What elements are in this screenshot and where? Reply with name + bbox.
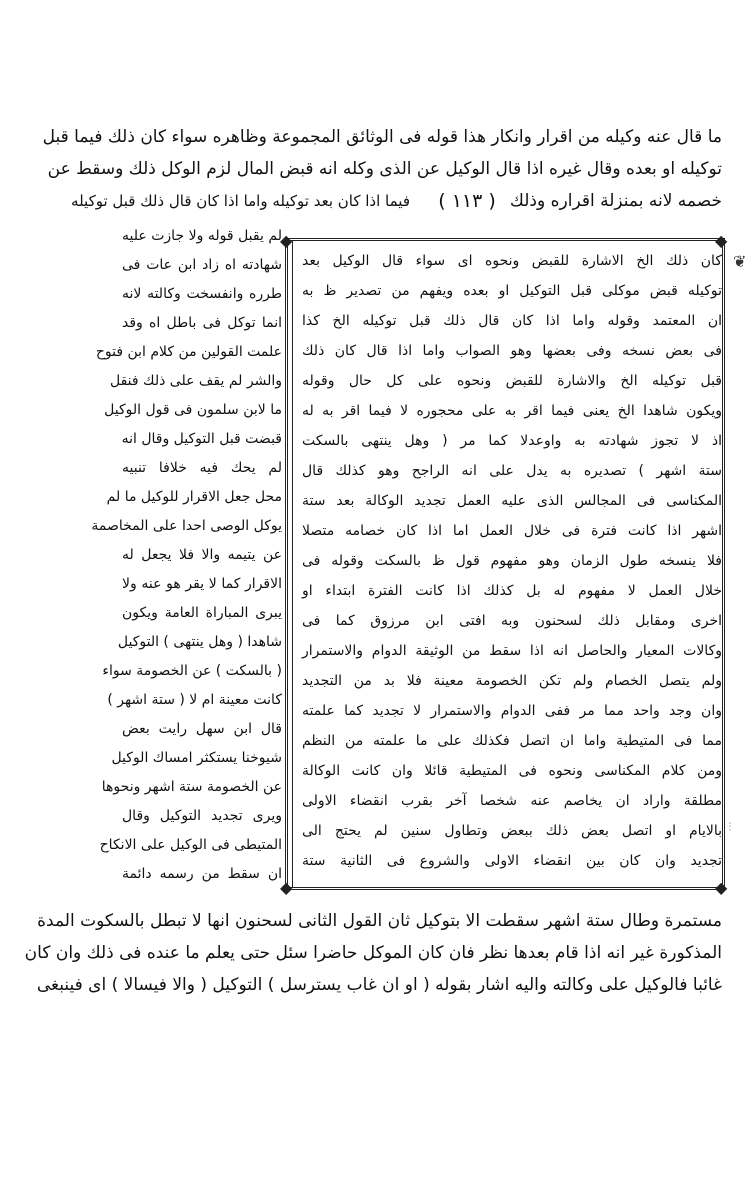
side-text-line: محل جعل الاقرار للوكيل ما لم (106, 489, 282, 505)
frame-corner-ornament: ◆ (280, 231, 293, 250)
commentary-line: كان ذلك الخ الاشارة للقبض ونحوه اى سواء قال الوكيل بعد (302, 253, 722, 269)
top-text-line: ما قال عنه وكيله من اقرار وانكار هذا قوله فى الوثائق المجموعة وظاهره سواء كان ذلك فيما قبل (42, 127, 722, 147)
side-text-line: ما لابن سلمون فى قول الوكيل (104, 402, 282, 418)
commentary-line: قبل توكيله الخ والاشارة للقبض ونحوه على كل حال وقوله (302, 373, 722, 389)
commentary-line: ومن كلام المكناسى ونحوه فى المتيطية قائلا وان كانت الوكالة (302, 763, 722, 779)
side-text-line: كانت معينة ام لا ( ستة اشهر ) (107, 692, 282, 708)
commentary-line: ويكون شاهدا الخ يعنى فيما اقر به على محجوره لا فيما اقر به له (302, 403, 722, 419)
side-text-line: والشر لم يقف على ذلك فنقل (110, 373, 282, 389)
side-text-line: شيوخنا يستكثر امساك الوكيل (111, 750, 282, 766)
side-text-line: علمت القولين من كلام ابن فتوح (95, 344, 282, 360)
frame-corner-ornament: ◆ (715, 231, 728, 250)
commentary-line: اخرى ومقابل ذلك لسحنون وبه افتى ابن مرزوق كما فى (302, 613, 722, 629)
side-text-line: قبضت قبل التوكيل وقال انه (121, 431, 282, 447)
margin-mark: ⁝ (728, 820, 733, 835)
side-text-line: لم يحك فيه خلافا تنبيه (122, 460, 282, 476)
side-text-line: عن يتيمه والا فلا يجعل له (122, 547, 282, 563)
top-text-line: توكيله او بعده وقال غيره اذا قال الوكيل عن الذى وكله انه قبض المال لزم الوكل ذلك وسقط عن (47, 159, 722, 179)
commentary-line: اشهر اذا كانت فترة فى خلال العمل اما اذا كان خصامه متصلا (302, 523, 722, 539)
commentary-line: ولم يتصل الخصام ولم تكن الخصومة معينة فلا بد من التجديد (302, 673, 722, 689)
side-text-line: شهادته اه زاد ابن عات فى (122, 257, 282, 273)
commentary-line: توكيله قبض موكلى قبل التوكيل او بعده ويفهم من تصدير ظ به (302, 283, 722, 299)
frame-corner-ornament: ◆ (280, 878, 293, 897)
commentary-line: وان وجد واحد مما مر ففى الدوام والاستمرار لا تجديد كما علمته (302, 703, 722, 719)
side-text-line: انما توكل فى باطل اه وقد (122, 315, 282, 331)
side-text-line: ( بالسكت ) عن الخصومة سواء (102, 663, 282, 679)
commentary-line: مما فى المتيطية واما ان اتصل فكذلك على ما علمته من النظم (302, 733, 722, 749)
commentary-line: فى بعض نسخه وفى بعضها وهو الصواب واما اذا قال كان ذلك (302, 343, 722, 359)
bottom-text-line: غائبا فالوكيل على وكالته واليه اشار بقوله ( او ان غاب يسترسل ) التوكيل ( والا فيسالا ) اى فينبغى (36, 975, 722, 995)
margin-mark: ❦ (733, 252, 747, 271)
bottom-text-line: المذكورة غير انه اذا قام بعدها نظر فان كان الموكل حاضرا سئل حتى يعلم ما عنده فى ذلك وان كان (24, 943, 722, 963)
frame-corner-ornament: ◆ (715, 878, 728, 897)
commentary-line: اذ لا تجوز شهادته به واوعدلا كما مر ( وهل ينتهى بالسكت (302, 433, 722, 449)
side-text-line: ويرى تجديد التوكيل وقال (122, 808, 282, 824)
side-text-line: شاهدا ( وهل ينتهى ) التوكيل (117, 634, 282, 650)
side-text-line: قال ابن سهل رايت بعض (122, 721, 282, 737)
commentary-line: بالايام او اتصل بعض ذلك ببعض وتطاول سنين لم يحتج الى (302, 823, 722, 839)
top-text-line: خصمه لانه بمنزلة اقراره وذلك (509, 191, 722, 211)
commentary-line: وكالات المعيار والحاصل انه اذا سقط من الوثيقة الدوام والاستمرار (302, 643, 722, 659)
side-text-line: يبرى المباراة العامة ويكون (122, 605, 282, 621)
bottom-text-line: مستمرة وطال ستة اشهر سقطت الا بتوكيل ثان القول الثانى لسحنون انها لا تبطل بالسكوت المدة (37, 911, 722, 931)
top-text-line: فيما اذا كان بعد توكيله واما اذا كان قال ذلك قبل توكيله (71, 192, 410, 210)
commentary-line: تجديد وان كان بين انقضاء الاولى والشروع فى الثانية ستة (302, 853, 722, 869)
commentary-line: خلال العمل لا مفهوم له بل كذلك اذا كانت الفترة ابتداء او (302, 583, 722, 599)
page-number: ( ١١٣ ) (438, 190, 496, 212)
commentary-line: ستة اشهر ) تصديره به يدل على انه الراجح وهو كذلك قال (302, 463, 722, 479)
side-text-line: المتيطى فى الوكيل على الانكاح (99, 837, 282, 853)
side-text-line: طرره وانفسخت وكالته لانه (122, 286, 282, 302)
commentary-line: ان المعتمد وقوله واما اذا كان قال ذلك قبل توكيله الخ كذا (302, 313, 722, 329)
frame-inner-rule (292, 240, 293, 888)
side-text-line: يوكل الوصى احدا على المخاصمة (91, 518, 282, 534)
side-text-line: الاقرار كما لا يقر هو عنه ولا (122, 576, 282, 592)
commentary-line: مطلقة واراد ان يخاصم عنه شخصا آخر بقرب انقضاء الاولى (302, 793, 722, 809)
commentary-line: المكناسى فى المجالس الذى عليه العمل تجديد الوكالة بعد ستة (302, 493, 722, 509)
side-text-line: لم يقبل قوله ولا جازت عليه (122, 228, 282, 244)
side-text-line: ان سقط من رسمه دائمة (122, 866, 282, 882)
commentary-line: فلا ينسخه طول الزمان وهو مفهوم قول ظ بالسكت وقوله فى (302, 553, 722, 569)
side-text-line: عن الخصومة ستة اشهر ونحوها (101, 779, 282, 795)
